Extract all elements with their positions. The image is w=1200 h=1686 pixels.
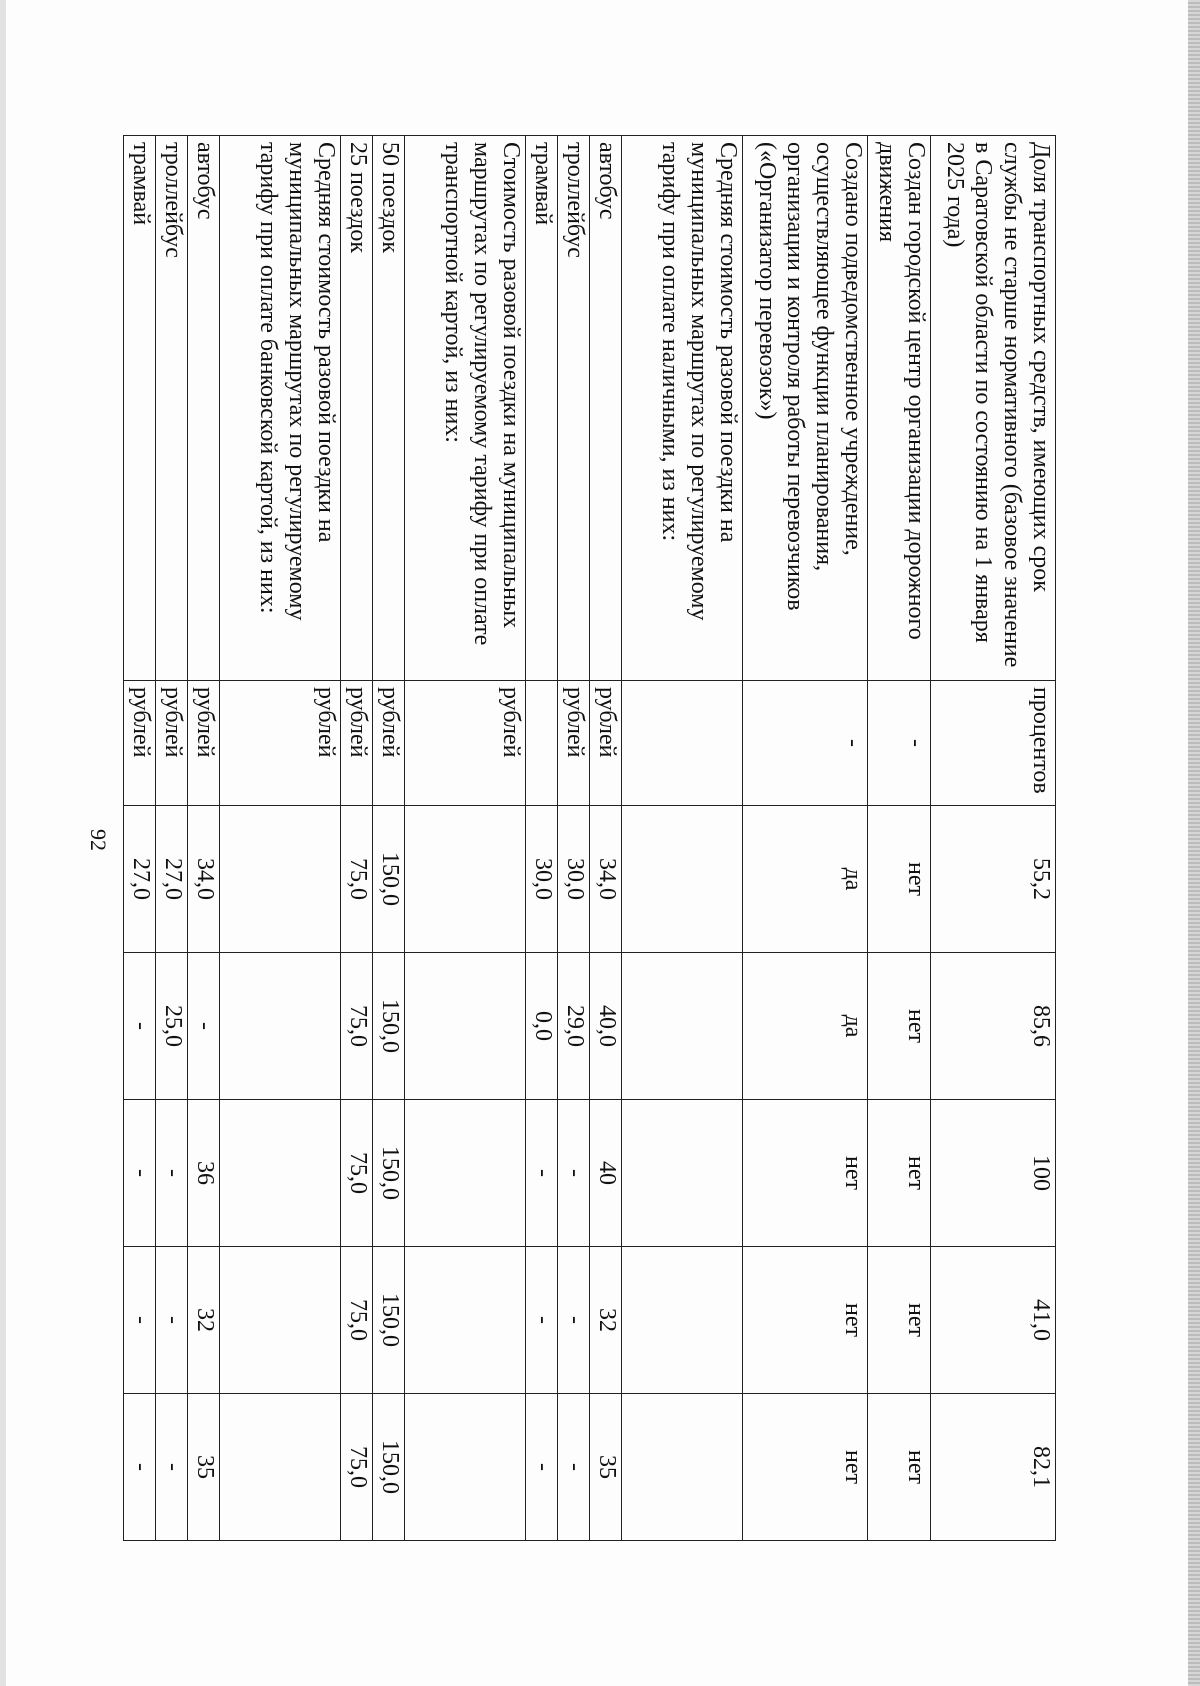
value-cell — [622, 806, 743, 953]
indicators-table — [123, 135, 1056, 1541]
scan-edge-right — [1188, 0, 1200, 1686]
value-cell: 150,0 — [373, 1247, 405, 1394]
unit-cell: рублей — [220, 681, 341, 806]
value-cell: да — [743, 953, 868, 1100]
indicator-cell: автобус — [188, 136, 220, 681]
value-cell: - — [188, 953, 220, 1100]
indicator-cell: троллейбус — [156, 136, 188, 681]
value-cell — [220, 1247, 341, 1394]
value-cell: да — [743, 806, 868, 953]
value-cell — [405, 806, 526, 953]
unit-cell: рублей — [188, 681, 220, 806]
value-cell — [622, 1394, 743, 1541]
value-cell: 75,0 — [341, 806, 373, 953]
unit-cell: - — [868, 681, 931, 806]
indicator-cell: Средняя стоимость разовой поездки на муниципальных маршрутах по регулируемому тарифу при оплате наличными, из них: — [622, 136, 743, 681]
value-cell: 29,0 — [558, 953, 590, 1100]
table-row — [373, 136, 405, 1541]
value-cell: 150,0 — [373, 953, 405, 1100]
indicator-cell: 25 поездок — [341, 136, 373, 681]
value-cell — [405, 953, 526, 1100]
table-row — [220, 136, 341, 1541]
indicator-cell: Стоимость разовой поездки на муниципальных маршрутах по регулируемому тарифу при оплате транспортной картой, из них: — [405, 136, 526, 681]
value-cell: 32 — [188, 1247, 220, 1394]
value-cell: 27,0 — [156, 806, 188, 953]
page-number: 92 — [86, 829, 111, 851]
value-cell: 75,0 — [341, 1394, 373, 1541]
indicator-cell: троллейбус — [558, 136, 590, 681]
value-cell: 41,0 — [931, 1247, 1056, 1394]
indicator-cell: трамвай — [526, 136, 558, 681]
value-cell: 30,0 — [558, 806, 590, 953]
value-cell — [622, 1247, 743, 1394]
value-cell: 35 — [590, 1394, 622, 1541]
value-cell: нет — [743, 1100, 868, 1247]
value-cell: 35 — [188, 1394, 220, 1541]
table-row — [590, 136, 622, 1541]
unit-cell: рублей — [590, 681, 622, 806]
table-row — [622, 136, 743, 1541]
value-cell: - — [124, 1247, 156, 1394]
unit-cell: рублей — [373, 681, 405, 806]
indicator-cell: автобус — [590, 136, 622, 681]
value-cell: - — [156, 1394, 188, 1541]
document-page — [6, 0, 1188, 1686]
indicator-cell: Доля транспортных средств, имеющих срок службы не старше нормативного (базовое значение в Саратовской области по состоянию на 1 января 2025 года) — [931, 136, 1056, 681]
unit-cell: рублей — [341, 681, 373, 806]
unit-cell: рублей — [558, 681, 590, 806]
value-cell: - — [156, 1247, 188, 1394]
value-cell: 40,0 — [590, 953, 622, 1100]
value-cell: нет — [868, 1394, 931, 1541]
value-cell — [622, 953, 743, 1100]
value-cell: - — [124, 953, 156, 1100]
value-cell: 150,0 — [373, 1394, 405, 1541]
table-row — [188, 136, 220, 1541]
value-cell: 100 — [931, 1100, 1056, 1247]
value-cell: - — [558, 1100, 590, 1247]
value-cell: - — [558, 1247, 590, 1394]
unit-cell — [622, 681, 743, 806]
value-cell: - — [526, 1394, 558, 1541]
value-cell: 75,0 — [341, 1100, 373, 1247]
indicator-cell: 50 поездок — [373, 136, 405, 681]
table-row — [124, 136, 156, 1541]
value-cell: нет — [868, 1247, 931, 1394]
value-cell — [220, 1100, 341, 1247]
unit-cell: процентов — [931, 681, 1056, 806]
table-row — [156, 136, 188, 1541]
value-cell — [622, 1100, 743, 1247]
value-cell: 150,0 — [373, 1100, 405, 1247]
value-cell: 150,0 — [373, 806, 405, 953]
value-cell — [220, 806, 341, 953]
value-cell: 30,0 — [526, 806, 558, 953]
value-cell: - — [156, 1100, 188, 1247]
value-cell: - — [124, 1100, 156, 1247]
unit-cell: - — [743, 681, 868, 806]
rotated-table-wrapper — [128, 135, 1056, 1540]
table-row — [558, 136, 590, 1541]
table-row — [868, 136, 931, 1541]
value-cell: 75,0 — [341, 1247, 373, 1394]
value-cell: 0,0 — [526, 953, 558, 1100]
indicator-cell: трамвай — [124, 136, 156, 681]
value-cell — [405, 1247, 526, 1394]
value-cell: 25,0 — [156, 953, 188, 1100]
indicators-table-body — [124, 136, 1056, 1541]
value-cell: 85,6 — [931, 953, 1056, 1100]
value-cell: - — [558, 1394, 590, 1541]
value-cell: 36 — [188, 1100, 220, 1247]
value-cell: - — [526, 1247, 558, 1394]
value-cell — [405, 1100, 526, 1247]
value-cell: 32 — [590, 1247, 622, 1394]
value-cell: нет — [868, 1100, 931, 1247]
value-cell: - — [124, 1394, 156, 1541]
indicator-cell: Средняя стоимость разовой поездки на муниципальных маршрутах по регулируемому тарифу при оплате банковской картой, из них: — [220, 136, 341, 681]
value-cell: - — [526, 1100, 558, 1247]
value-cell: 82,1 — [931, 1394, 1056, 1541]
value-cell: нет — [743, 1394, 868, 1541]
value-cell: нет — [868, 953, 931, 1100]
table-row — [405, 136, 526, 1541]
unit-cell: рублей — [156, 681, 188, 806]
value-cell: 75,0 — [341, 953, 373, 1100]
value-cell: нет — [868, 806, 931, 953]
value-cell — [220, 1394, 341, 1541]
value-cell — [405, 1394, 526, 1541]
value-cell: 55,2 — [931, 806, 1056, 953]
unit-cell: рублей — [405, 681, 526, 806]
value-cell: 27,0 — [124, 806, 156, 953]
unit-cell: рублей — [124, 681, 156, 806]
value-cell: 34,0 — [590, 806, 622, 953]
value-cell — [220, 953, 341, 1100]
table-row — [931, 136, 1056, 1541]
value-cell: нет — [743, 1247, 868, 1394]
value-cell: 34,0 — [188, 806, 220, 953]
unit-cell — [526, 681, 558, 806]
value-cell: 40 — [590, 1100, 622, 1247]
table-row — [341, 136, 373, 1541]
table-row — [526, 136, 558, 1541]
indicator-cell: Создано подведомственное учреждение, осуществляющее функции планирования, организации и контроля работы перевозчиков («Организатор перевозок») — [743, 136, 868, 681]
table-row — [743, 136, 868, 1541]
indicator-cell: Создан городской центр организации дорожного движения — [868, 136, 931, 681]
